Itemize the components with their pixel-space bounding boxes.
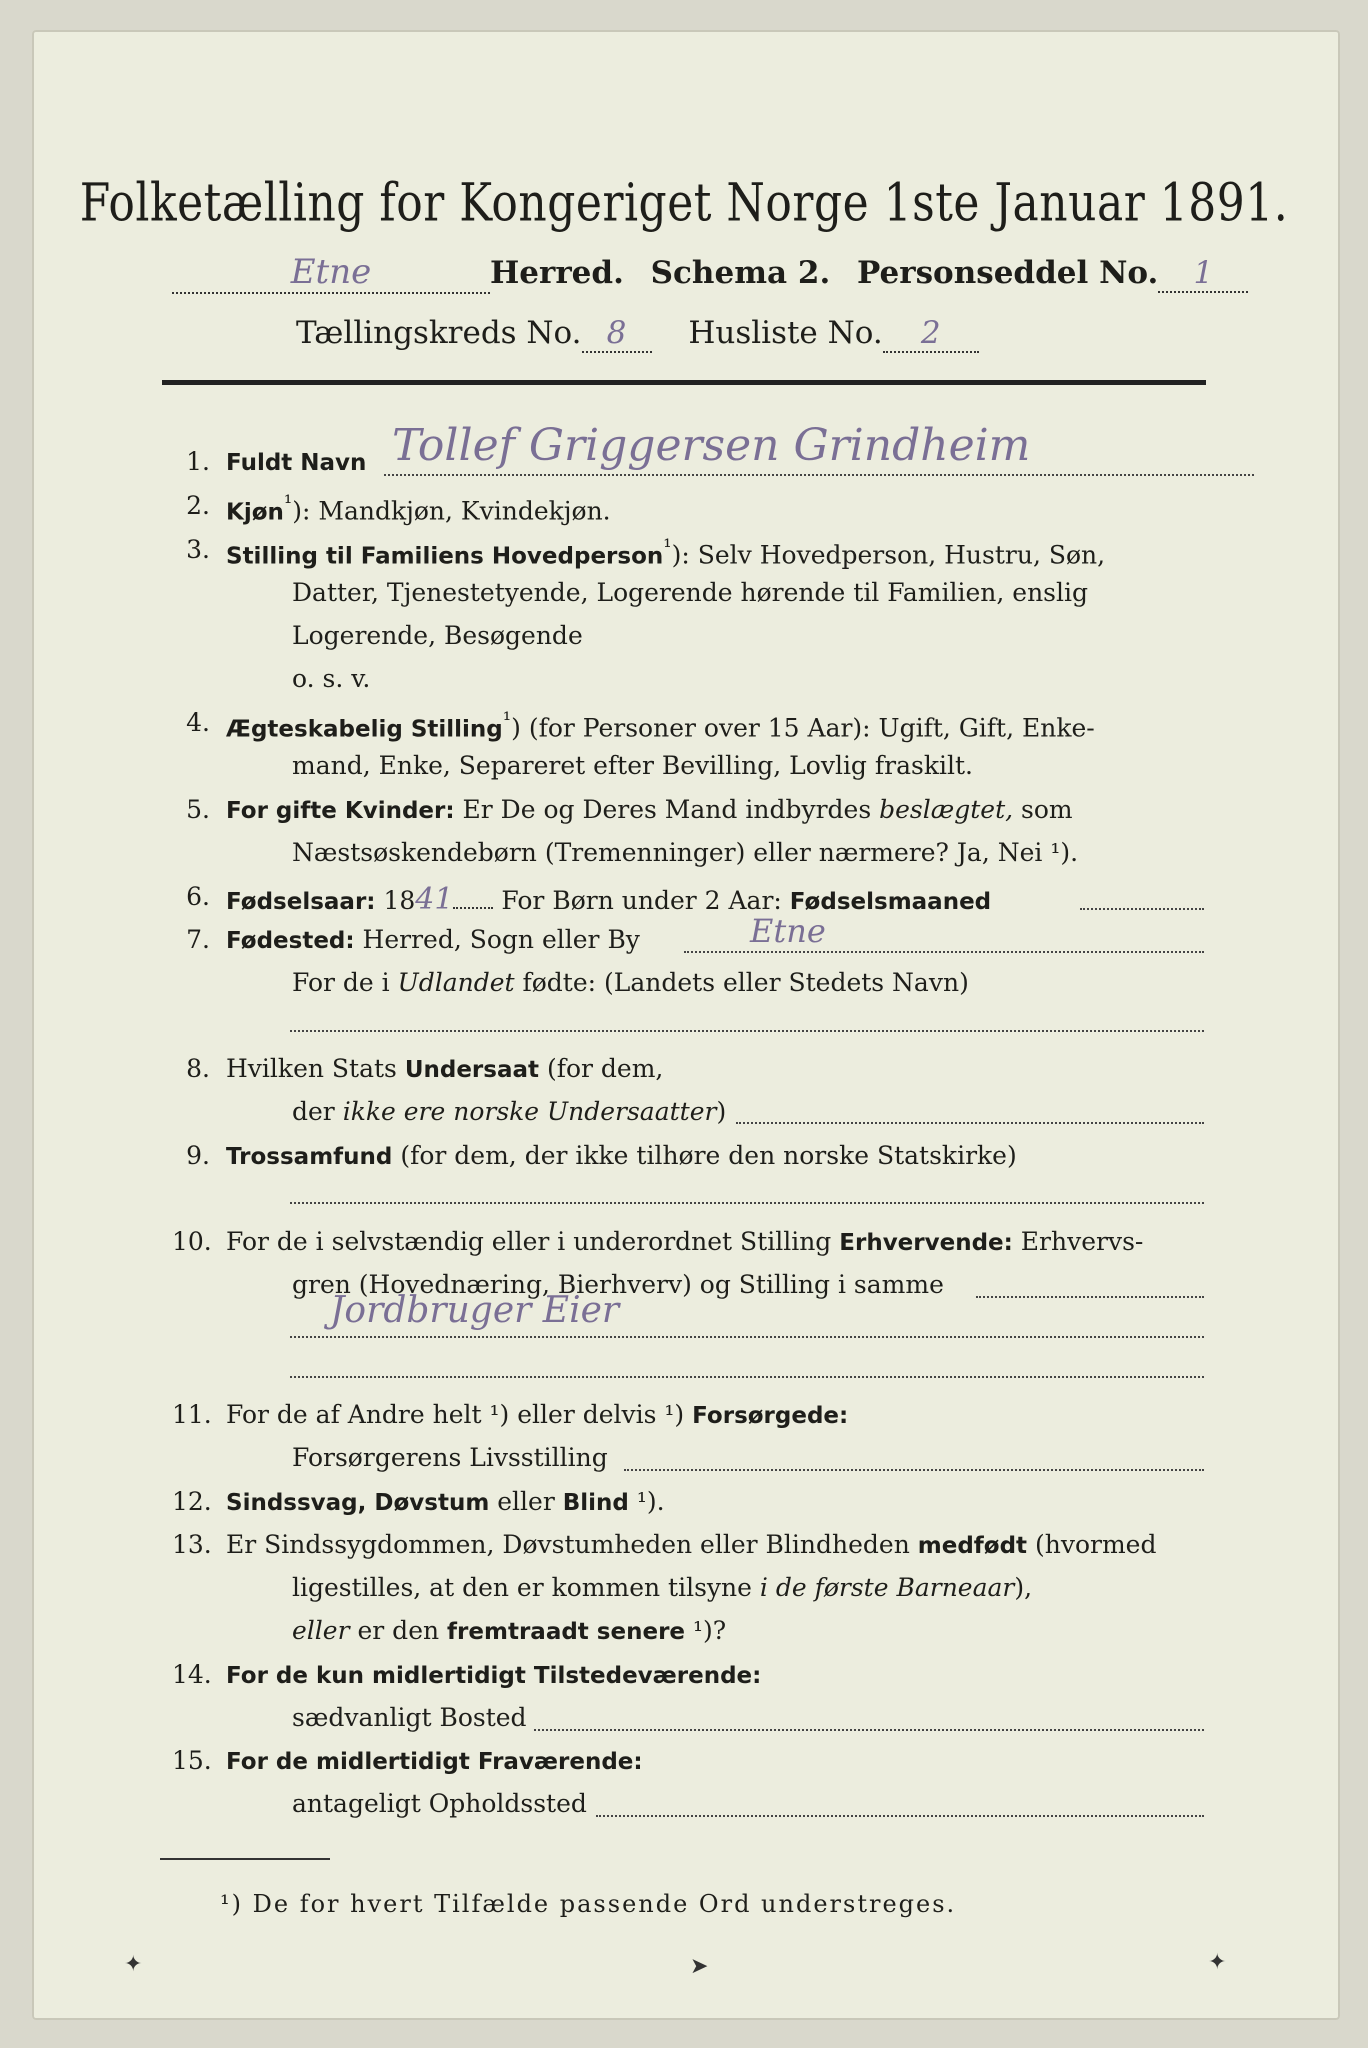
q14-number: 14.	[172, 1660, 212, 1689]
personseddel-value: 1	[1193, 255, 1214, 291]
q12-label: Sindssvag, Døvstum	[226, 1490, 490, 1516]
q7-rest: Herred, Sogn eller By	[354, 925, 640, 954]
q7-extra-line	[290, 1030, 1204, 1032]
q2-rest: ): Mandkjøn, Kvindekjøn.	[292, 496, 611, 526]
q10-extra-line	[290, 1376, 1204, 1378]
q13-text	[226, 1530, 1156, 1559]
q5-number: 5.	[186, 795, 210, 824]
footnote: ¹) De for hvert Tilfælde passende Ord understreges.	[220, 1890, 957, 1918]
herred-line	[172, 252, 1248, 294]
kreds-line	[296, 315, 979, 353]
footnote-rule	[160, 1858, 330, 1860]
q10-number: 10.	[172, 1227, 212, 1256]
q2-label: Kjøn	[226, 499, 284, 526]
q8-fill-line	[736, 1122, 1204, 1124]
registration-mark-left-icon: ✦	[124, 1952, 143, 1977]
q3-text: Stilling til Familiens Hovedperson$^{^1}$): Selv Hovedperson, Hustru, Søn,	[226, 535, 1106, 570]
q7-fill-line	[684, 951, 1204, 953]
q2-sup: ¹	[283, 491, 293, 515]
q2-text	[226, 491, 611, 525]
schema-label: Schema 2.	[650, 255, 831, 291]
q8-line2	[292, 1097, 726, 1126]
q13-line2b: ),	[1014, 1573, 1033, 1602]
q6-rest: For Børn under 2 Aar:	[493, 886, 790, 915]
registration-mark-center-icon: ➤	[690, 1954, 709, 1979]
registration-mark-right-icon: ✦	[1208, 1950, 1227, 1975]
q6-fill-line	[1080, 908, 1204, 910]
q14-line2: sædvanligt Bosted	[292, 1703, 527, 1732]
q8-line2b: )	[716, 1097, 727, 1126]
q15-number: 15.	[172, 1746, 212, 1775]
q1-text	[226, 447, 366, 476]
q3-line2: Datter, Tjenestetyende, Logerende hørende til Familien, enslig	[292, 578, 1089, 607]
kreds-label: Tællingskreds No.	[296, 315, 582, 351]
q12-rest2: ¹).	[628, 1487, 665, 1516]
q13-label: medfødt	[917, 1533, 1028, 1559]
q13-line3a: er den	[349, 1616, 448, 1645]
q11-text	[226, 1400, 848, 1429]
q12-number: 12.	[172, 1487, 212, 1516]
q10-value: Jordbruger Eier	[330, 1290, 620, 1331]
q4-number: 4.	[186, 708, 210, 737]
q3-line3: Logerende, Besøgende	[292, 621, 583, 650]
header-rule	[162, 380, 1206, 385]
q4-label: Ægteskabelig Stilling	[226, 716, 503, 743]
q15-text	[226, 1746, 643, 1775]
q10-value-line	[290, 1336, 1204, 1338]
q6-label: Fødselsaar:	[226, 889, 376, 915]
q11-fill-line	[624, 1469, 1204, 1471]
q13-rest: Er Sindssygdommen, Døvstumheden eller Blindheden	[226, 1530, 918, 1559]
q12-text	[226, 1487, 665, 1516]
herred-label: Herred.	[490, 255, 624, 291]
q7-line2a: For de i	[292, 968, 398, 997]
q3-label: Stilling til Familiens Hovedperson	[226, 543, 664, 570]
q14-fill-line	[534, 1729, 1204, 1731]
q15-label: For de midlertidigt Fraværende:	[226, 1749, 643, 1775]
q7-line2	[292, 968, 969, 997]
q7-line2b: fødte: (Landets eller Stedets Navn)	[514, 968, 969, 997]
q13-line2a: ligestilles, at den er kommen tilsyne	[292, 1573, 760, 1602]
q2-number: 2.	[186, 491, 210, 520]
husliste-value: 2	[920, 315, 941, 351]
q3-number: 3.	[186, 535, 210, 564]
q10-fill-line	[976, 1296, 1204, 1298]
q5-rest: Er De og Deres Mand indbyrdes	[454, 795, 880, 824]
q10-rest2: Erhvervs-	[1012, 1227, 1144, 1256]
q3-line4: o. s. v.	[292, 664, 371, 693]
herred-value: Etne	[290, 252, 372, 292]
q13-line2i: i de første Barneaar	[759, 1573, 1015, 1602]
q10-text	[226, 1227, 1143, 1256]
q1-value: Tollef Griggersen Grindheim	[392, 420, 1031, 471]
q5-line2: Næstsøskendebørn (Tremenninger) eller nærmere? Ja, Nei ¹).	[292, 838, 1079, 867]
q6-year-value: 41	[415, 882, 454, 917]
q11-rest: For de af Andre helt ¹) eller delvis ¹)	[226, 1400, 693, 1429]
q8-line2i: ikke ere norske Undersaatter	[342, 1097, 717, 1126]
q13-number: 13.	[172, 1530, 212, 1559]
q6-year-prefix: 18	[375, 886, 416, 915]
q7-text	[226, 925, 640, 954]
q8-text	[226, 1054, 663, 1083]
q9-number: 9.	[186, 1141, 210, 1170]
q9-rest: (for dem, der ikke tilhøre den norske Statskirke)	[392, 1141, 1017, 1170]
q6-label2: Fødselsmaaned	[789, 889, 992, 915]
q11-number: 11.	[172, 1400, 212, 1429]
q1-number: 1.	[186, 447, 210, 476]
q7-line2i: Udlandet	[397, 968, 515, 997]
q4-rest: ) (for Personer over 15 Aar): Ugift, Gift, Enke-	[511, 713, 1095, 743]
q9-text	[226, 1141, 1017, 1170]
q3-rest: ): Selv Hovedperson, Hustru, Søn,	[671, 540, 1106, 570]
q1-fill-line	[384, 474, 1254, 476]
q5-text	[226, 795, 1073, 824]
q14-label: For de kun midlertidigt Tilstedeværende:	[226, 1663, 762, 1689]
q4-text: Ægteskabelig Stilling$^{^1}$) (for Personer over 15 Aar): Ugift, Gift, Enke-	[226, 708, 1095, 743]
q14-text	[226, 1660, 761, 1689]
q13-line2	[292, 1573, 1032, 1602]
q15-fill-line	[596, 1815, 1204, 1817]
q12-rest: eller	[489, 1487, 563, 1516]
q8-rest: Hvilken Stats	[226, 1054, 405, 1083]
q6-number: 6.	[186, 882, 210, 911]
q13-line3i: eller	[292, 1616, 350, 1645]
q8-label: Undersaat	[404, 1057, 539, 1083]
q15-line2: antageligt Opholdssted	[292, 1789, 587, 1818]
q5-italic: beslægtet,	[879, 795, 1014, 824]
q13-rest2: (hvormed	[1027, 1530, 1157, 1559]
q8-line2a: der	[292, 1097, 343, 1126]
q6-text	[226, 882, 991, 917]
form-title: Folketælling for Kongeriget Norge 1ste Januar 1891.	[79, 173, 1289, 234]
kreds-value: 8	[606, 315, 627, 351]
q11-line2: Forsørgerens Livsstilling	[292, 1443, 608, 1472]
q13-line3b: fremtraadt senere	[447, 1619, 686, 1645]
q8-number: 8.	[186, 1054, 210, 1083]
q13-line3c: ¹)?	[685, 1616, 727, 1645]
q12-label2: Blind	[562, 1490, 629, 1516]
q10-line2: gren (Hovednæring, Bierhverv) og Stilling i samme	[292, 1270, 944, 1299]
q7-value: Etne	[750, 912, 826, 950]
husliste-label: Husliste No.	[688, 315, 883, 351]
q8-rest2: (for dem,	[539, 1054, 664, 1083]
q5-rest2: som	[1013, 795, 1073, 824]
q9-label: Trossamfund	[226, 1144, 393, 1170]
q5-label: For gifte Kvinder:	[226, 798, 455, 824]
personseddel-label: Personseddel No.	[857, 255, 1159, 291]
q10-label: Erhvervende:	[839, 1230, 1013, 1256]
q1-label: Fuldt Navn	[226, 450, 367, 476]
q7-label: Fødested:	[226, 928, 355, 954]
q4-line2: mand, Enke, Separeret efter Bevilling, Lovlig fraskilt.	[292, 751, 973, 780]
q7-number: 7.	[186, 925, 210, 954]
q11-label: Forsørgede:	[692, 1403, 849, 1429]
q10-rest: For de i selvstændig eller i underordnet Stilling	[226, 1227, 840, 1256]
q9-fill-line	[290, 1202, 1204, 1204]
q13-line3	[292, 1616, 726, 1645]
